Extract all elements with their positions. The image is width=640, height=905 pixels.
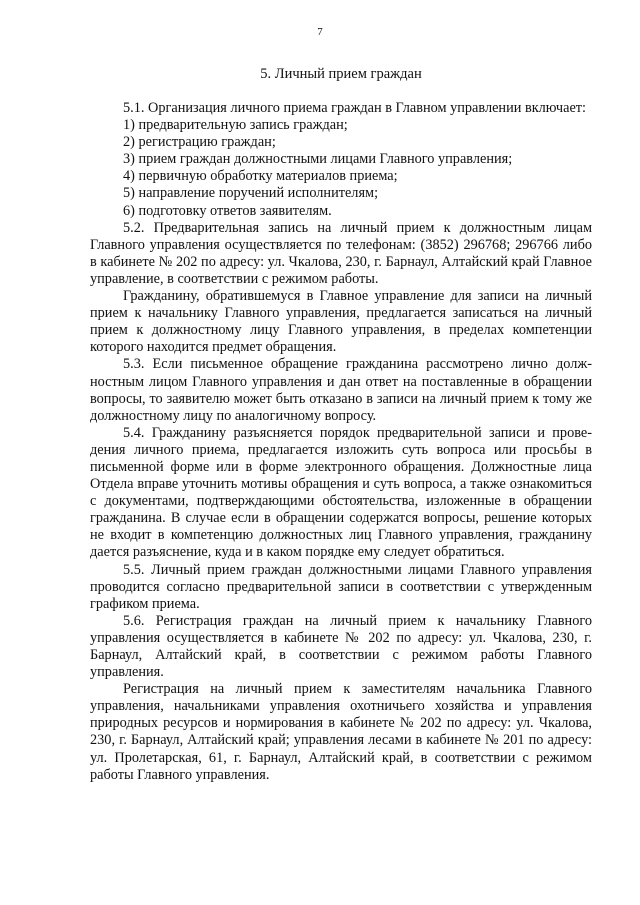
paragraph-5-6: 5.6. Регистрация граждан на личный прием к начальнику Главного управления осуществляется в кабинете № 202 по адресу: ул. Чкалова, 230, г. Барнаул, Алтайский край, в соответствии с режимом работы Главного управления. bbox=[90, 612, 592, 681]
paragraph: Регистрация на личный прием к заместителям начальника Главного управления, начальниками управления охотничьего хозяйства и управления природных ресурсов и нормирования в кабинете № 202 по адресу: ул. Чкалова, 230, г. Барнаул, Алтайский край; управления лесами в кабинете № 201 по адресу: ул. Пролетарская, 61, г. Барнаул, Алтайский край, в соответствии с режимом работы Главного управления. bbox=[90, 681, 592, 783]
paragraph-5-3: 5.3. Если письменное обращение гражданина рассмотрено лично должностным лицом Главного управления и дан ответ на поставленные в обращении вопросы, то заявителю может быть отказано в записи на личный прием к тому же должностному лицу по аналогичному вопросу. bbox=[90, 356, 592, 424]
paragraph: Гражданину, обратившемуся в Главное управление для записи на личный прием к начальнику Главного управления, предлагается записаться на личный прием к должностному лицу Главного управления, в пределах компетенции которого находится предмет обращения. bbox=[90, 288, 592, 356]
list-item: 5) направление поручений исполнителям; bbox=[123, 185, 379, 202]
paragraph-5-5: 5.5. Личный прием граждан должностными лицами Главного управления проводится согласно предварительной записи в соответствии с утвержденным графиком приема. bbox=[90, 561, 592, 612]
list-item: 3) прием граждан должностными лицами Главного управления; bbox=[123, 151, 513, 168]
list-item: 6) подготовку ответов заявителям. bbox=[123, 202, 332, 219]
paragraph-5-4: 5.4. Гражданину разъясняется порядок предварительной записи и проведения личного приема, предлагается изложить суть вопроса или просьбы в письменной форме или в форме электронного обращения. Должностные лица Отдела вправе уточнить мотивы обращения и суть вопроса, а также ознакомиться с документами, подтверждающими обстоятельства, изложенные в обращении гражданина. В случае если в обращении содержатся вопросы, решение которых не входит в компетенцию должностных лиц Главного управления, гражданину дается разъяснение, куда и в каком порядке ему следует обратиться. bbox=[90, 424, 592, 561]
list-item: 1) предварительную запись граждан; bbox=[123, 117, 348, 134]
paragraph-5-1: 5.1. Организация личного приема граждан в Главном управлении включает: bbox=[123, 100, 587, 116]
document-body bbox=[90, 100, 592, 784]
paragraph-5-2: 5.2. Предварительная запись на личный прием к должностным лицам Главного управления осуществляется по телефонам: (3852) 296768; 296766 либо в кабинете № 202 по адресу: ул. Чкалова, 230, г. Барнаул, Алтайский край Главное управление, в соответствии с режимом работы. bbox=[90, 219, 592, 287]
list-item: 4) первичную обработку материалов приема; bbox=[123, 168, 398, 185]
list-item: 2) регистрацию граждан; bbox=[123, 134, 276, 151]
page-number: 7 bbox=[317, 26, 323, 38]
section-title: 5. Личный прием граждан bbox=[260, 66, 422, 82]
